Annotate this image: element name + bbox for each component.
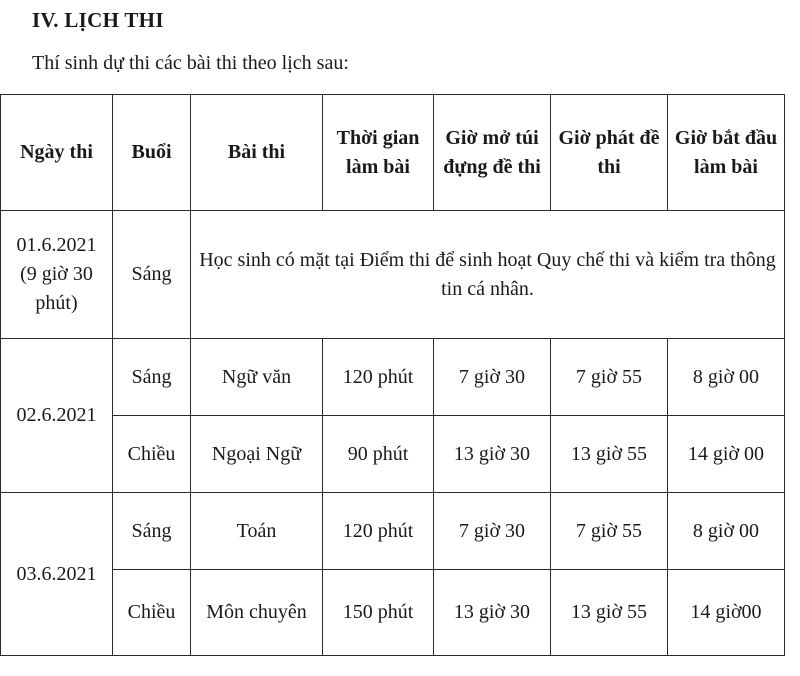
open-envelope-cell: 13 giờ 30	[434, 570, 551, 656]
header-subject: Bài thi	[191, 95, 323, 211]
duration-cell: 120 phút	[323, 339, 434, 416]
notice-cell: Học sinh có mặt tại Điểm thi để sinh hoạt Quy chế thi và kiểm tra thông tin cá nhân.	[191, 211, 785, 339]
start-cell: 8 giờ 00	[668, 339, 785, 416]
start-cell: 8 giờ 00	[668, 493, 785, 570]
distribute-cell: 7 giờ 55	[551, 493, 668, 570]
header-date: Ngày thi	[1, 95, 113, 211]
section-heading: IV. LỊCH THI	[32, 8, 164, 32]
table-header-row	[1, 95, 785, 211]
table-row	[1, 570, 785, 656]
table-row	[1, 493, 785, 570]
start-cell: 14 giờ 00	[668, 416, 785, 493]
header-open-envelope: Giờ mở túi đựng đề thi	[434, 95, 551, 211]
table-row	[1, 339, 785, 416]
open-envelope-cell: 13 giờ 30	[434, 416, 551, 493]
date-cell: 02.6.2021	[1, 339, 113, 493]
distribute-cell: 13 giờ 55	[551, 416, 668, 493]
exam-schedule-table	[0, 94, 785, 656]
header-duration: Thời gian làm bài	[323, 95, 434, 211]
start-cell: 14 giờ00	[668, 570, 785, 656]
session-cell: Sáng	[113, 211, 191, 339]
session-cell: Chiều	[113, 570, 191, 656]
session-cell: Sáng	[113, 493, 191, 570]
date-cell	[1, 211, 113, 339]
duration-cell: 120 phút	[323, 493, 434, 570]
header-start: Giờ bắt đầu làm bài	[668, 95, 785, 211]
open-envelope-cell: 7 giờ 30	[434, 339, 551, 416]
date-note: (9 giờ 30 phút)	[20, 263, 93, 314]
open-envelope-cell: 7 giờ 30	[434, 493, 551, 570]
duration-cell: 150 phút	[323, 570, 434, 656]
date-cell: 03.6.2021	[1, 493, 113, 656]
distribute-cell: 13 giờ 55	[551, 570, 668, 656]
header-session: Buổi	[113, 95, 191, 211]
subject-cell: Ngoại Ngữ	[191, 416, 323, 493]
subject-cell: Môn chuyên	[191, 570, 323, 656]
header-distribute: Giờ phát đề thi	[551, 95, 668, 211]
duration-cell: 90 phút	[323, 416, 434, 493]
subject-cell: Ngữ văn	[191, 339, 323, 416]
table-row	[1, 416, 785, 493]
subject-cell: Toán	[191, 493, 323, 570]
session-cell: Sáng	[113, 339, 191, 416]
session-cell: Chiều	[113, 416, 191, 493]
date-value: 01.6.2021	[16, 234, 97, 256]
table-row	[1, 211, 785, 339]
section-intro: Thí sinh dự thi các bài thi theo lịch sau:	[32, 52, 349, 74]
distribute-cell: 7 giờ 55	[551, 339, 668, 416]
